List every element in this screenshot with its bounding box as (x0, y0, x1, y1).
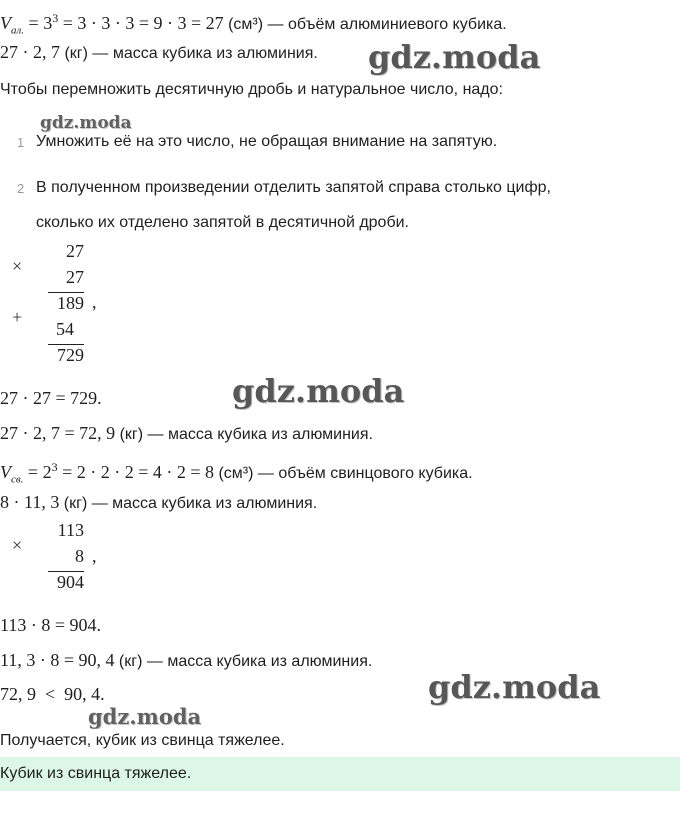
multiplicand: 113 (57, 520, 84, 540)
formula-eq: = 2 (23, 462, 52, 482)
mass-aluminium-line (0, 40, 318, 66)
line-text: (кг) — масса кубика из алюминия. (60, 45, 318, 62)
comma: , (92, 546, 97, 566)
watermark-logo: gdz.moda (40, 113, 132, 133)
multiplier: 27 (66, 267, 84, 287)
partial-product: 54 (56, 319, 74, 339)
watermark-logo: gdz.moda (232, 372, 405, 410)
rule-number: 2 (17, 181, 25, 196)
mass-lead-result (0, 648, 372, 674)
mass-aluminium-result (0, 421, 373, 447)
rule-number: 1 (17, 135, 25, 150)
volume-symbol: V (0, 462, 11, 482)
rule-item: В полученном произведении отделить запятой справа столько цифр, (36, 179, 551, 196)
multiplier: 8 (75, 546, 84, 566)
comma: , (92, 292, 97, 312)
formula-eq: = 3 (24, 13, 53, 33)
line-text: (см³) — объём алюминиевого кубика. (223, 16, 507, 33)
mass-lead-line (0, 490, 317, 516)
line-text: (см³) — объём свинцового кубика. (214, 465, 473, 482)
product: 904 (57, 572, 84, 592)
column-multiplication (46, 238, 84, 368)
formula: 8 · 11, 3 (0, 492, 60, 512)
partial-product: 189 (57, 293, 84, 313)
formula-rest: = 2 · 2 · 2 = 4 · 2 = 8 (57, 462, 215, 482)
formula-power: 3 (52, 11, 59, 25)
formula: 27 · 2, 7 = 72, 9 (0, 423, 116, 443)
product-line: 27 · 27 = 729. (0, 388, 102, 408)
rule-intro: Чтобы перемножить десятичную дробь и натуральное число, надо: (0, 81, 503, 98)
formula-rest: = 3 · 3 · 3 = 9 · 3 = 27 (58, 13, 224, 33)
rule-item: Умножить её на это число, не обращая внимание на запятую. (36, 133, 498, 150)
answer-box (0, 757, 680, 791)
times-sign: × (12, 535, 23, 555)
rule-item-continued: сколько их отделено запятой в десятичной дроби. (36, 214, 409, 231)
plus-sign: + (12, 307, 23, 327)
times-sign: × (12, 256, 23, 276)
formula: 27 · 2, 7 (0, 42, 60, 62)
formula: 11, 3 · 8 = 90, 4 (0, 650, 115, 670)
multiplicand: 27 (66, 241, 84, 261)
product: 729 (57, 345, 84, 365)
line-text: (кг) — масса кубика из алюминия. (115, 426, 373, 443)
formula-power: 3 (51, 460, 58, 474)
comparison-line: 72, 9 < 90, 4. (0, 684, 105, 704)
conclusion-line: Получается, кубик из свинца тяжелее. (0, 732, 285, 749)
watermark-logo: gdz.moda (368, 38, 541, 76)
column-multiplication (46, 517, 84, 597)
volume-lead-line (0, 455, 473, 492)
watermark-logo: gdz.moda (88, 704, 202, 729)
volume-subscript: ал. (11, 24, 25, 37)
product-line: 113 · 8 = 904. (0, 615, 101, 635)
line-text: (кг) — масса кубика из алюминия. (59, 495, 318, 512)
answer-text: Кубик из свинца тяжелее. (0, 765, 192, 782)
watermark-logo: gdz.moda (428, 668, 601, 706)
line-text: (кг) — масса кубика из алюминия. (114, 653, 373, 670)
volume-symbol: V (0, 13, 11, 33)
volume-subscript: св. (11, 473, 24, 486)
